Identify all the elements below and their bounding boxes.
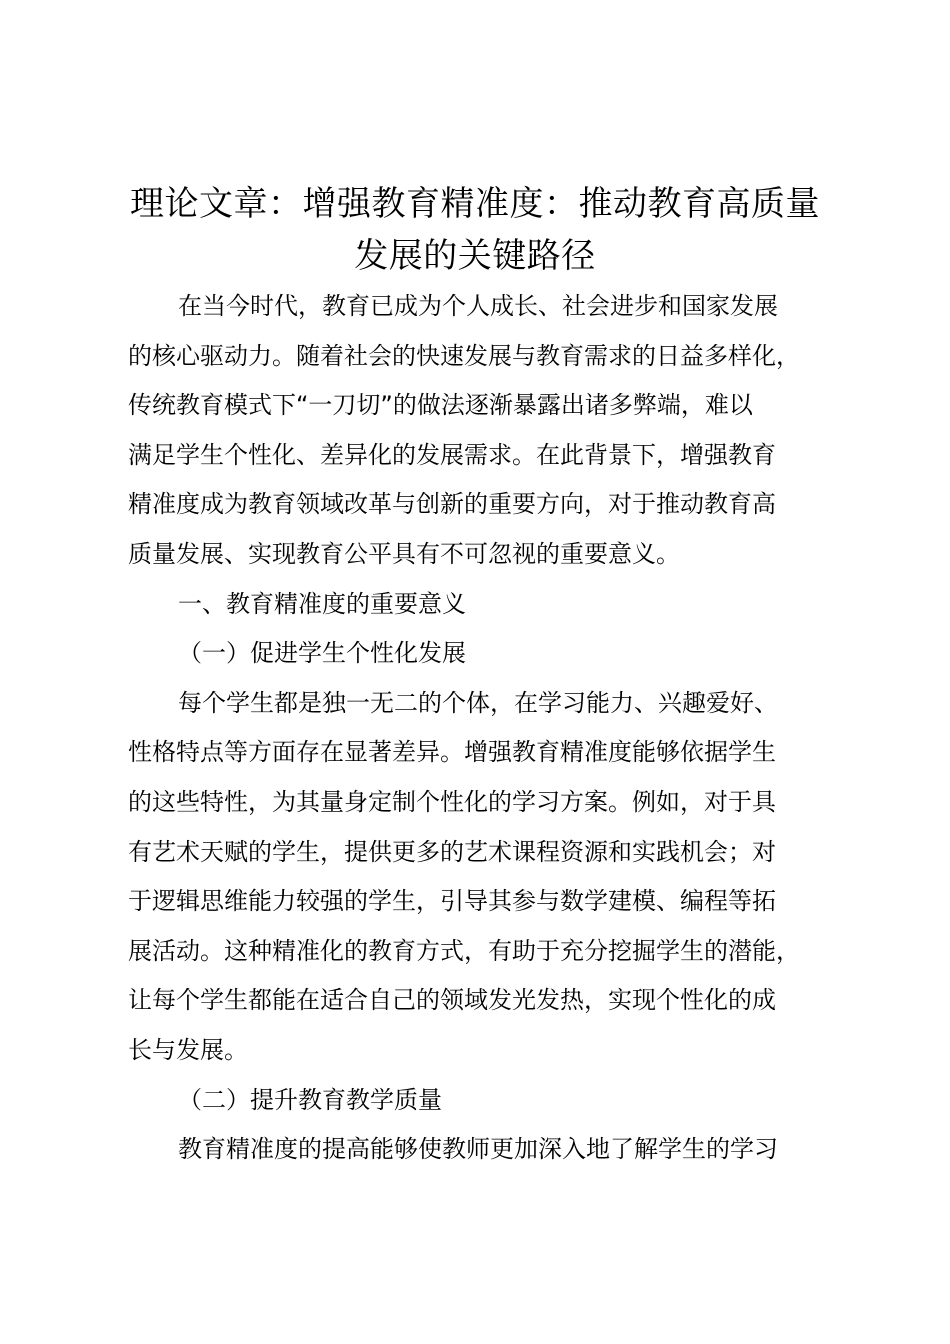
subsection-heading: （一）促进学生个性化发展 — [178, 639, 466, 668]
paragraph-line: 性格特点等方面存在显著差异。增强教育精准度能够依据学生 — [128, 738, 776, 767]
title-line-2: 发展的关键路径 — [354, 236, 596, 276]
paragraph-line: 的核心驱动力。随着社会的快速发展与教育需求的日益多样化， — [128, 341, 800, 370]
paragraph-line: 满足学生个性化、差异化的发展需求。在此背景下，增强教育 — [128, 440, 776, 469]
section-heading: 一、教育精准度的重要意义 — [178, 589, 466, 618]
paragraph-line: 于逻辑思维能力较强的学生，引导其参与数学建模、编程等拓 — [128, 887, 776, 916]
subsection-heading: （二）提升教育教学质量 — [178, 1085, 442, 1114]
paragraph-line: 长与发展。 — [128, 1035, 248, 1064]
document-title — [0, 178, 950, 282]
paragraph-line: 有艺术天赋的学生，提供更多的艺术课程资源和实践机会；对 — [128, 837, 776, 866]
paragraph-line: 每个学生都是独一无二的个体，在学习能力、兴趣爱好、 — [178, 688, 778, 717]
paragraph-line: 的这些特性，为其量身定制个性化的学习方案。例如，对于具 — [128, 787, 776, 816]
paragraph-line: 质量发展、实现教育公平具有不可忽视的重要意义。 — [128, 539, 680, 568]
paragraph-line: 精准度成为教育领域改革与创新的重要方向，对于推动教育高 — [128, 490, 776, 519]
title-line-1: 理论文章：增强教育精准度：推动教育高质量 — [130, 184, 820, 224]
paragraph-line: 在当今时代，教育已成为个人成长、社会进步和国家发展 — [178, 292, 778, 320]
paragraph-line: 展活动。这种精准化的教育方式，有助于充分挖掘学生的潜能， — [128, 936, 800, 965]
document-body — [128, 282, 828, 1175]
paragraph-line: 传统教育模式下“一刀切”的做法逐渐暴露出诸多弊端，难以 — [128, 391, 753, 420]
paragraph-line: 让每个学生都能在适合自己的领域发光发热，实现个性化的成 — [128, 986, 776, 1015]
paragraph-line: 教育精准度的提高能够使教师更加深入地了解学生的学习 — [178, 1135, 778, 1164]
